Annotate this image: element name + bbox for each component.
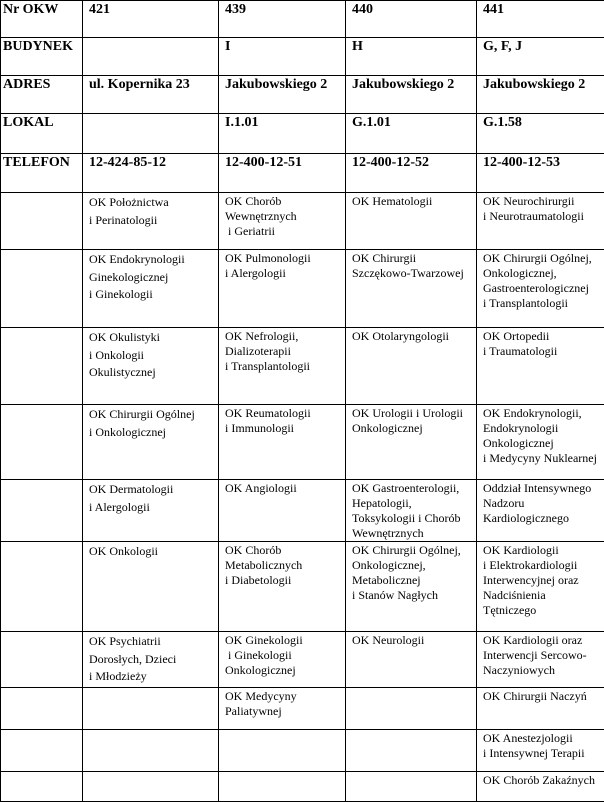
budynek-439: I [219, 38, 346, 76]
ward-name-line: OK Urologii i Urologii [352, 406, 472, 421]
ward-name-line: Naczyniowych [483, 663, 600, 678]
ward-name-line: OK Chorób [225, 194, 341, 209]
ward-name-line: OK Psychiatrii [89, 633, 214, 651]
ward-name-line: OK Położnictwa [89, 194, 214, 212]
empty-label-cell [1, 405, 83, 480]
budynek-441: G, F, J [477, 38, 604, 76]
telefon-label: TELEFON [1, 154, 83, 193]
ward-cell-421 [83, 193, 219, 250]
telefon-421: 12-424-85-12 [83, 154, 219, 193]
ward-row [1, 480, 604, 542]
ward-name-line: Paliatywnej [225, 704, 341, 719]
ward-cell-439 [219, 688, 346, 730]
ward-cell-441 [477, 632, 604, 688]
ward-row [1, 688, 604, 730]
ward-cell-439 [219, 632, 346, 688]
ward-cell-421 [83, 405, 219, 480]
ward-name-line: Nadzoru [483, 496, 600, 511]
ward-cell-441 [477, 328, 604, 405]
empty-label-cell [1, 730, 83, 772]
ward-name-line: Onkologicznej, [352, 558, 472, 573]
ward-name-line: Tętniczego [483, 603, 600, 618]
empty-label-cell [1, 772, 83, 802]
ward-cell-440 [346, 772, 477, 802]
ward-cell-441 [477, 730, 604, 772]
ward-row [1, 632, 604, 688]
ward-cell-439 [219, 405, 346, 480]
ward-row [1, 193, 604, 250]
ward-name-line: OK Onkologii [89, 543, 214, 561]
empty-label-cell [1, 688, 83, 730]
nr-okw-440: 440 [346, 1, 477, 38]
ward-name-line: Oddział Intensywnego [483, 481, 600, 496]
ward-name-line: Onkologicznej [225, 663, 341, 678]
ward-name-line: i Alergologii [89, 499, 214, 517]
telefon-441: 12-400-12-53 [477, 154, 604, 193]
ward-name-line: i Młodzieży [89, 668, 214, 686]
budynek-440: H [346, 38, 477, 76]
ward-name-line: OK Endokrynologii, [483, 406, 600, 421]
adres-421: ul. Kopernika 23 [83, 76, 219, 114]
lokal-439: I.1.01 [219, 114, 346, 154]
ward-name-line: i Onkologicznej [89, 424, 214, 442]
ward-cell-421 [83, 250, 219, 328]
ward-name-line: Toksykologii i Chorób [352, 511, 472, 526]
ward-cell-440 [346, 688, 477, 730]
adres-441: Jakubowskiego 2 [477, 76, 604, 114]
row-lokal [1, 114, 604, 154]
row-adres [1, 76, 604, 114]
ward-name-line: Gastroenterologicznej [483, 281, 600, 296]
ward-name-line: i Intensywnej Terapii [483, 746, 600, 761]
ward-name-line: i Traumatologii [483, 344, 600, 359]
ward-rows [1, 193, 604, 802]
ward-name-line: OK Anestezjologii [483, 731, 600, 746]
ward-name-line: i Perinatologii [89, 212, 214, 230]
telefon-440: 12-400-12-52 [346, 154, 477, 193]
ward-name-line: OK Chorób [225, 543, 341, 558]
ward-name-line: OK Chirurgii [352, 251, 472, 266]
ward-name-line: i Geriatrii [225, 224, 341, 239]
ward-name-line: OK Nefrologii, [225, 329, 341, 344]
ward-name-line: OK Ortopedii [483, 329, 600, 344]
ward-cell-439 [219, 328, 346, 405]
ward-name-line: OK Kardiologii [483, 543, 600, 558]
empty-label-cell [1, 250, 83, 328]
ward-name-line: i Alergologii [225, 266, 341, 281]
ward-name-line: i Neurotraumatologii [483, 209, 600, 224]
ward-name-line: i Diabetologii [225, 573, 341, 588]
ward-name-line: Szczękowo-Twarzowej [352, 266, 472, 281]
row-budynek [1, 38, 604, 76]
ward-name-line: OK Chirurgii Ogólnej, [483, 251, 600, 266]
ward-name-line: OK Chirurgii Ogólnej [89, 406, 214, 424]
ward-name-line: i Onkologii [89, 347, 214, 365]
ward-name-line: OK Gastroenterologii, [352, 481, 472, 496]
ward-name-line: Metabolicznej [352, 573, 472, 588]
empty-label-cell [1, 328, 83, 405]
ward-name-line: Ginekologicznej [89, 269, 214, 287]
ward-cell-439 [219, 772, 346, 802]
lokal-label: LOKAL [1, 114, 83, 154]
adres-440: Jakubowskiego 2 [346, 76, 477, 114]
ward-name-line: Interwencji Sercowo- [483, 648, 600, 663]
ward-name-line: Dializoterapii [225, 344, 341, 359]
ward-cell-441 [477, 405, 604, 480]
ward-name-line: OK Chirurgii Ogólnej, [352, 543, 472, 558]
ward-row [1, 730, 604, 772]
ward-name-line: OK Neurologii [352, 633, 472, 648]
ward-name-line: OK Chorób Zakaźnych [483, 773, 600, 788]
ward-row [1, 772, 604, 802]
ward-name-line: Wewnętrznych [352, 526, 472, 541]
ward-cell-439 [219, 542, 346, 632]
ward-name-line: i Stanów Nagłych [352, 588, 472, 603]
ward-cell-440 [346, 730, 477, 772]
ward-name-line: OK Reumatologii [225, 406, 341, 421]
ward-cell-440 [346, 193, 477, 250]
ward-cell-421 [83, 730, 219, 772]
ward-cell-441 [477, 688, 604, 730]
row-nr-okw [1, 1, 604, 38]
budynek-421 [83, 38, 219, 76]
nr-okw-439: 439 [219, 1, 346, 38]
budynek-label: BUDYNEK [1, 38, 83, 76]
lokal-421 [83, 114, 219, 154]
ward-name-line: OK Hematologii [352, 194, 472, 209]
ward-name-line: Onkologicznej [483, 436, 600, 451]
ward-cell-440 [346, 250, 477, 328]
ward-name-line: i Transplantologii [225, 359, 341, 374]
ward-name-line: OK Dermatologii [89, 481, 214, 499]
ward-name-line: i Medycyny Nuklearnej [483, 451, 600, 466]
ward-name-line: Nadciśnienia [483, 588, 600, 603]
ward-name-line: i Immunologii [225, 421, 341, 436]
ward-cell-440 [346, 328, 477, 405]
row-telefon [1, 154, 604, 193]
ward-name-line: OK Otolaryngologii [352, 329, 472, 344]
ward-cell-441 [477, 480, 604, 542]
ward-cell-441 [477, 772, 604, 802]
ward-name-line: Onkologicznej, [483, 266, 600, 281]
ward-name-line: i Transplantologii [483, 296, 600, 311]
ward-cell-441 [477, 193, 604, 250]
ward-row [1, 250, 604, 328]
ward-cell-441 [477, 250, 604, 328]
ward-name-line: OK Chirurgii Naczyń [483, 689, 600, 704]
ward-name-line: OK Medycyny [225, 689, 341, 704]
ward-cell-440 [346, 480, 477, 542]
ward-name-line: OK Ginekologii [225, 633, 341, 648]
ward-name-line: Interwencyjnej oraz [483, 573, 600, 588]
ward-name-line: OK Angiologii [225, 481, 341, 496]
adres-439: Jakubowskiego 2 [219, 76, 346, 114]
ward-cell-421 [83, 632, 219, 688]
ward-row [1, 542, 604, 632]
ward-cell-421 [83, 542, 219, 632]
ward-name-line: Endokrynologii [483, 421, 600, 436]
ward-name-line: Dorosłych, Dzieci [89, 651, 214, 669]
empty-label-cell [1, 480, 83, 542]
empty-label-cell [1, 542, 83, 632]
ward-name-line: Hepatologii, [352, 496, 472, 511]
ward-cell-421 [83, 480, 219, 542]
ward-name-line: OK Kardiologii oraz [483, 633, 600, 648]
ward-name-line: Onkologicznej [352, 421, 472, 436]
ward-name-line: OK Neurochirurgii [483, 194, 600, 209]
empty-label-cell [1, 193, 83, 250]
ward-cell-440 [346, 405, 477, 480]
ward-name-line: i Ginekologii [225, 648, 341, 663]
ward-cell-440 [346, 632, 477, 688]
ward-cell-441 [477, 542, 604, 632]
ward-cell-439 [219, 193, 346, 250]
ward-name-line: i Elektrokardiologii [483, 558, 600, 573]
ward-cell-421 [83, 328, 219, 405]
ward-cell-440 [346, 542, 477, 632]
ward-cell-439 [219, 250, 346, 328]
ward-name-line: Metabolicznych [225, 558, 341, 573]
ward-name-line: OK Pulmonologii [225, 251, 341, 266]
ward-name-line: OK Okulistyki [89, 329, 214, 347]
nr-okw-label: Nr OKW [1, 1, 83, 38]
nr-okw-441: 441 [477, 1, 604, 38]
ward-name-line: i Ginekologii [89, 286, 214, 304]
ward-cell-439 [219, 730, 346, 772]
ward-cell-439 [219, 480, 346, 542]
ward-name-line: OK Endokrynologii [89, 251, 214, 269]
ward-row [1, 328, 604, 405]
lokal-440: G.1.01 [346, 114, 477, 154]
telefon-439: 12-400-12-51 [219, 154, 346, 193]
empty-label-cell [1, 632, 83, 688]
ward-name-line: Kardiologicznego [483, 511, 600, 526]
adres-label: ADRES [1, 76, 83, 114]
ward-name-line: Okulistycznej [89, 364, 214, 382]
nr-okw-421: 421 [83, 1, 219, 38]
ward-row [1, 405, 604, 480]
ward-cell-421 [83, 772, 219, 802]
ward-name-line: Wewnętrznych [225, 209, 341, 224]
lokal-441: G.1.58 [477, 114, 604, 154]
ward-cell-421 [83, 688, 219, 730]
